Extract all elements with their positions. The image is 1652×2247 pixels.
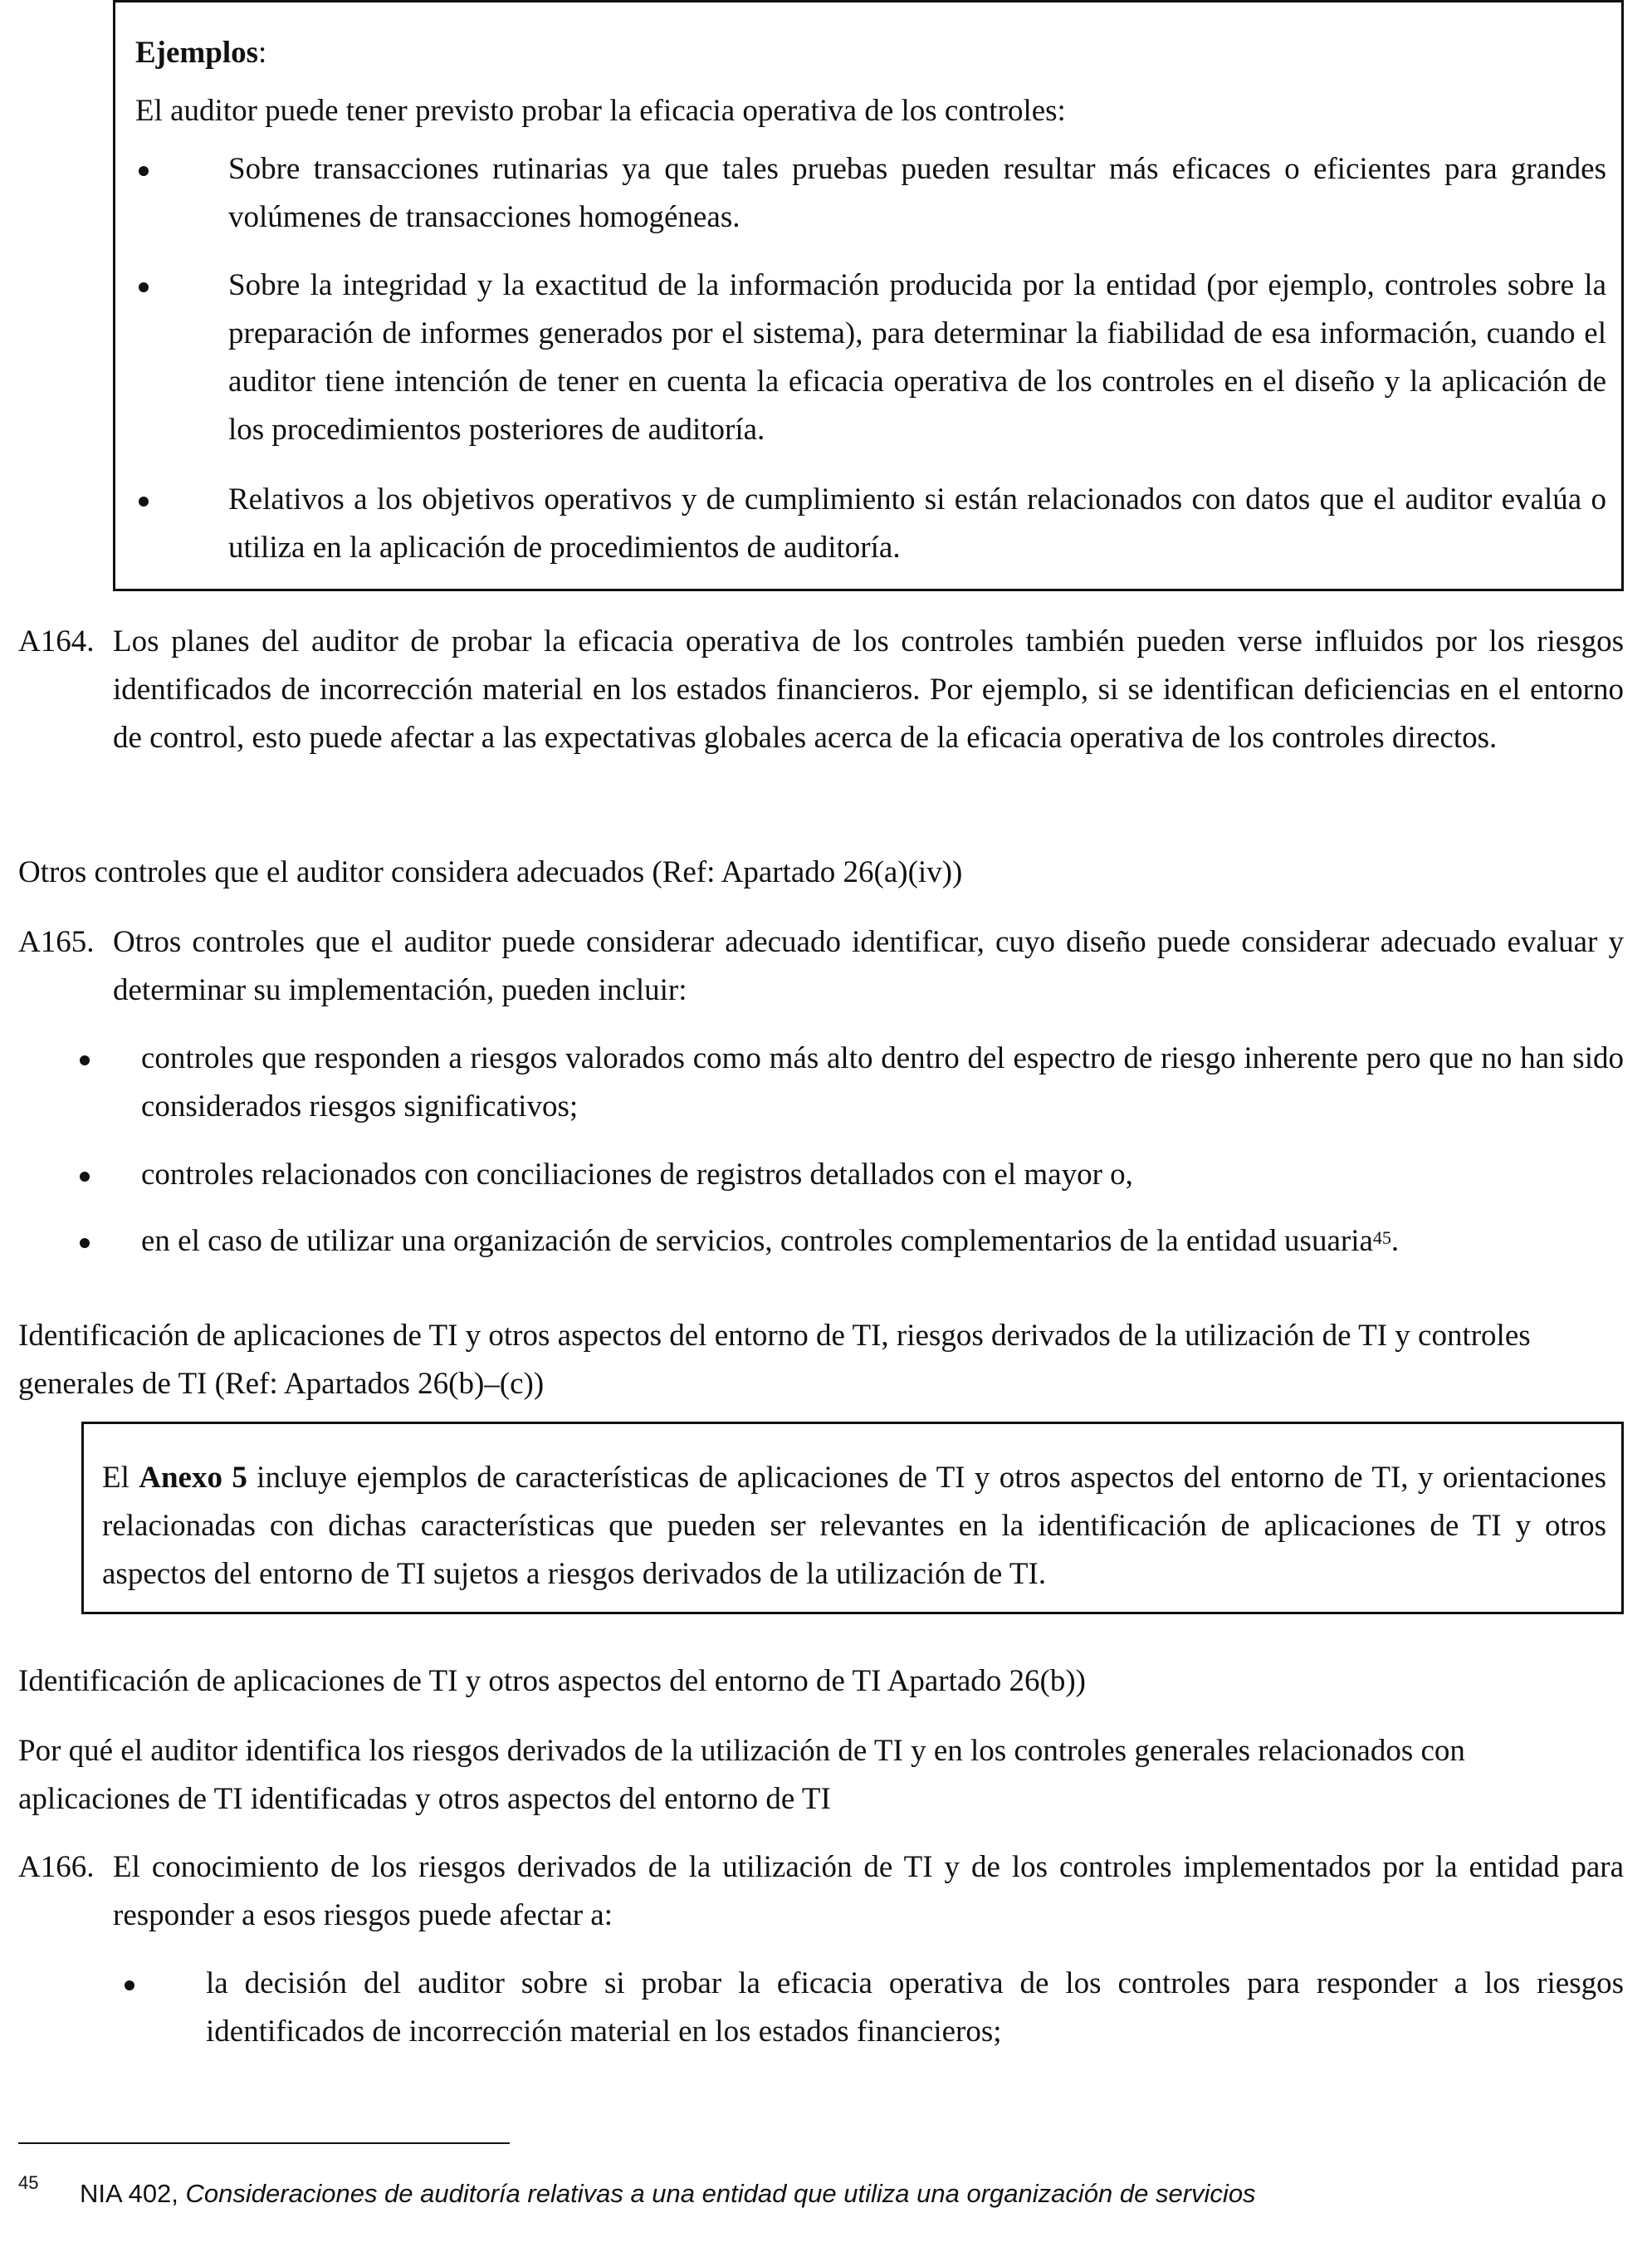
bullet-icon [139,166,149,176]
paragraph-number: A164. [18,624,95,658]
paragraph-a166: El conocimiento de los riesgos derivados de la utilización de TI y de los controles implementados por la entidad para responder a esos riesgos puede afectar a: [113,1850,1624,1932]
bullet-icon [139,282,149,292]
paragraph-a164: Los planes del auditor de probar la eficacia operativa de los controles también pueden verse influidos por los riesgos identificados de incorrección material en los estados financieros. Por ejemplo, si se identifican deficiencias en el entorno de control, esto puede afectar a las expectativas globales acerca de la eficacia operativa de los controles directos. [113,624,1624,755]
bullet-icon [80,1172,90,1182]
paragraph-number: A165. [18,925,95,959]
section-heading: Identificación de aplicaciones de TI y otros aspectos del entorno de TI, riesgos derivados de la utilización de TI y controles generales de TI (Ref: Apartados 26(b)–(c)) [18,1319,1531,1401]
paragraph-number: A166. [18,1850,95,1884]
anexo-link: Anexo 5 [139,1461,247,1495]
footnote-reference[interactable]: 45 [1372,1227,1391,1248]
bullet-icon [80,1238,90,1248]
section-heading: Otros controles que el auditor considera adecuados (Ref: Apartado 26(a)(iv)) [18,855,963,889]
anexo-box [81,1422,1624,1614]
bullet-icon [139,497,149,507]
footnote-separator [18,2142,510,2144]
bullet-icon [80,1055,90,1065]
bullet-icon [125,1980,134,1990]
anexo-text: El Anexo 5 incluye ejemplos de características de aplicaciones de TI y otros aspectos del entorno de TI, y orientaciones relacionadas con dichas características que pueden ser relevantes en la identificación de aplicaciones de TI y otros aspectos del entorno de TI sujetos a riesgos derivados de la utilización de TI. [102,1461,1606,1591]
examples-heading: Ejemplos: [135,36,267,70]
examples-box: Ejemplos: El auditor puede tener previsto probar la eficacia operativa de los controles: Sobre transacciones rutinarias ya que tales pruebas pueden resultar más eficaces o eficientes para grandes volúmenes de transacciones homogéneas. Sobre la integridad y la exactitud de la información producida por la entidad (por ejemplo, controles sobre la preparación de informes generados por el sistema), para determinar la fiabilidad de esa información, cuando el auditor tiene intención de tener en cuenta la eficacia operativa de los controles en el diseño y la aplicación de los procedimientos posteriores de auditoría. Relativos a los objetivos operativos y de cumplimiento si están relacionados con datos que el auditor evalúa o utiliza en la aplicación de procedimientos de auditoría. [113,0,1624,591]
section-heading: Identificación de aplicaciones de TI y otros aspectos del entorno de TI Apartado 26(b)) [18,1664,1086,1698]
paragraph-a165: Otros controles que el auditor puede considerar adecuado identificar, cuyo diseño puede considerar adecuado evaluar y determinar su implementación, pueden incluir: [113,925,1624,1007]
section-subheading: Por qué el auditor identifica los riesgos derivados de la utilización de TI y en los controles generales relacionados con aplicaciones de TI identificadas y otros aspectos del entorno de TI [18,1734,1465,1816]
footnote-text: NIA 402, Consideraciones de auditoría relativas a una entidad que utiliza una organización de servicios [80,2179,1256,2208]
examples-intro: El auditor puede tener previsto probar la eficacia operativa de los controles: [135,94,1066,128]
footnote-number: 45 [18,2172,39,2193]
